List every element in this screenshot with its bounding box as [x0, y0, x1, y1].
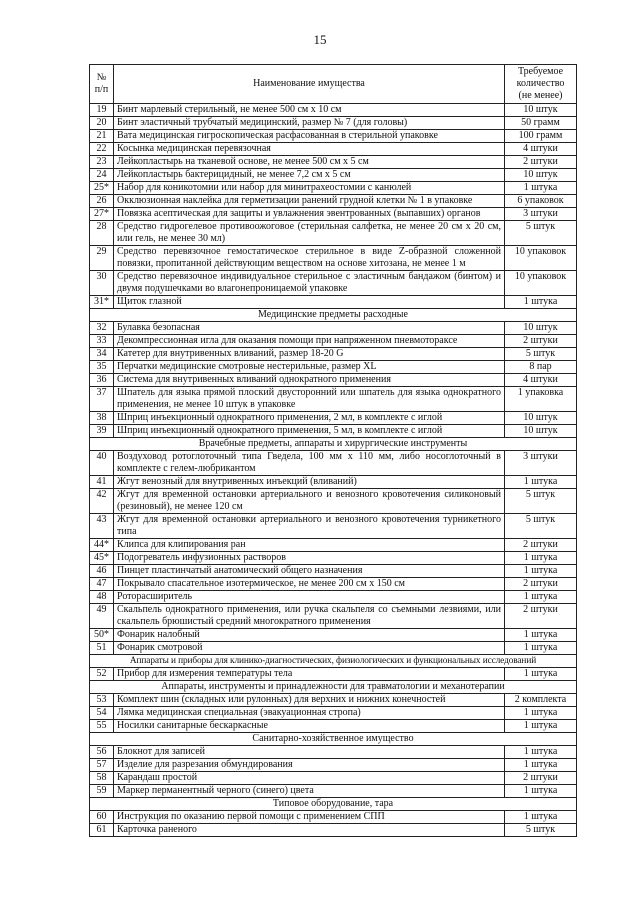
- item-quantity: 1 штука: [505, 759, 577, 772]
- item-number: 41: [90, 476, 114, 489]
- section-title: Аппараты, инструменты и принадлежности для травматологии и механотерапии: [90, 681, 577, 694]
- item-number: 33: [90, 335, 114, 348]
- table-row: [90, 552, 577, 565]
- item-name: Лейкопластырь бактерицидный, не менее 7,2 см х 5 см: [114, 169, 505, 182]
- item-name: Карточка раненого: [114, 824, 505, 837]
- item-name: Декомпрессионная игла для оказания помощи при напряженном пневмотораксе: [114, 335, 505, 348]
- item-number: 19: [90, 104, 114, 117]
- item-number: 58: [90, 772, 114, 785]
- header-name: Наименование имущества: [114, 65, 505, 104]
- table-row: [90, 811, 577, 824]
- item-number: 48: [90, 591, 114, 604]
- item-number: 45*: [90, 552, 114, 565]
- item-name: Шпатель для языка прямой плоский двусторонний или шпатель для языка однократного применения, не менее 10 штук в упаковке: [114, 387, 505, 412]
- section-row: [90, 798, 577, 811]
- table-row: [90, 169, 577, 182]
- table-row: [90, 335, 577, 348]
- item-quantity: 10 упаковок: [505, 246, 577, 271]
- section-row: [90, 681, 577, 694]
- item-number: 59: [90, 785, 114, 798]
- item-number: 57: [90, 759, 114, 772]
- section-title: Санитарно-хозяйственное имущество: [90, 733, 577, 746]
- table-row: [90, 156, 577, 169]
- item-name: Фонарик смотровой: [114, 642, 505, 655]
- item-name: Изделие для разрезания обмундирования: [114, 759, 505, 772]
- item-quantity: 4 штуки: [505, 143, 577, 156]
- item-name: Щиток глазной: [114, 296, 505, 309]
- item-name: Шприц инъекционный однократного применения, 5 мл, в комплекте с иглой: [114, 425, 505, 438]
- item-quantity: 1 штука: [505, 642, 577, 655]
- item-name: Булавка безопасная: [114, 322, 505, 335]
- item-number: 28: [90, 221, 114, 246]
- table-row: [90, 824, 577, 837]
- item-number: 27*: [90, 208, 114, 221]
- item-name: Вата медицинская гигроскопическая расфасованная в стерильной упаковке: [114, 130, 505, 143]
- item-quantity: 1 штука: [505, 591, 577, 604]
- item-number: 30: [90, 271, 114, 296]
- header-number: № п/п: [90, 65, 114, 104]
- item-quantity: 6 упаковок: [505, 195, 577, 208]
- item-number: 51: [90, 642, 114, 655]
- item-name: Жгут для временной остановки артериального и венозного кровотечения силиконовый (резиновый), не менее 120 см: [114, 489, 505, 514]
- item-name: Лямка медицинская специальная (эвакуационная стропа): [114, 707, 505, 720]
- section-row: [90, 733, 577, 746]
- item-number: 26: [90, 195, 114, 208]
- item-number: 61: [90, 824, 114, 837]
- item-quantity: 5 штук: [505, 221, 577, 246]
- item-quantity: 1 штука: [505, 707, 577, 720]
- item-name: Бинт эластичный трубчатый медицинский, размер № 7 (для головы): [114, 117, 505, 130]
- table-row: [90, 746, 577, 759]
- table-row: [90, 361, 577, 374]
- item-quantity: 10 штук: [505, 104, 577, 117]
- table-row: [90, 642, 577, 655]
- item-number: 39: [90, 425, 114, 438]
- table-row: [90, 668, 577, 681]
- table-row: [90, 246, 577, 271]
- table-row: [90, 772, 577, 785]
- item-quantity: 10 штук: [505, 169, 577, 182]
- item-quantity: 2 штуки: [505, 604, 577, 629]
- item-name: Лейкопластырь на тканевой основе, не менее 500 см х 5 см: [114, 156, 505, 169]
- table-row: [90, 565, 577, 578]
- item-quantity: 3 штуки: [505, 208, 577, 221]
- item-number: 47: [90, 578, 114, 591]
- item-number: 46: [90, 565, 114, 578]
- item-quantity: 1 штука: [505, 296, 577, 309]
- table-row: [90, 451, 577, 476]
- item-number: 53: [90, 694, 114, 707]
- item-number: 60: [90, 811, 114, 824]
- item-number: 42: [90, 489, 114, 514]
- item-name: Косынка медицинская перевязочная: [114, 143, 505, 156]
- item-quantity: 2 штуки: [505, 335, 577, 348]
- table-row: [90, 412, 577, 425]
- item-number: 43: [90, 514, 114, 539]
- item-quantity: 1 штука: [505, 629, 577, 642]
- item-name: Прибор для измерения температуры тела: [114, 668, 505, 681]
- item-quantity: 2 штуки: [505, 578, 577, 591]
- item-quantity: 3 штуки: [505, 451, 577, 476]
- table-row: [90, 785, 577, 798]
- item-quantity: 2 штуки: [505, 539, 577, 552]
- item-number: 40: [90, 451, 114, 476]
- table-row: [90, 208, 577, 221]
- item-quantity: 1 штука: [505, 668, 577, 681]
- item-number: 22: [90, 143, 114, 156]
- section-title: Врачебные предметы, аппараты и хирургические инструменты: [90, 438, 577, 451]
- item-number: 31*: [90, 296, 114, 309]
- table-row: [90, 476, 577, 489]
- section-title: Медицинские предметы расходные: [90, 309, 577, 322]
- item-name: Блокнот для записей: [114, 746, 505, 759]
- table-header-row: [90, 65, 577, 104]
- item-name: Катетер для внутривенных вливаний, размер 18-20 G: [114, 348, 505, 361]
- item-name: Инструкция по оказанию первой помощи с применением СПП: [114, 811, 505, 824]
- item-number: 49: [90, 604, 114, 629]
- item-quantity: 10 упаковок: [505, 271, 577, 296]
- item-name: Подогреватель инфузионных растворов: [114, 552, 505, 565]
- table-row: [90, 578, 577, 591]
- table-row: [90, 694, 577, 707]
- item-quantity: 10 штук: [505, 412, 577, 425]
- item-quantity: 1 штука: [505, 720, 577, 733]
- item-quantity: 1 штука: [505, 552, 577, 565]
- item-name: Окклюзионная наклейка для герметизации ранений грудной клетки № 1 в упаковке: [114, 195, 505, 208]
- item-number: 54: [90, 707, 114, 720]
- item-quantity: 2 штуки: [505, 772, 577, 785]
- item-name: Набор для коникотомии или набор для минитрахеостомии с канюлей: [114, 182, 505, 195]
- item-name: Бинт марлевый стерильный, не менее 500 см х 10 см: [114, 104, 505, 117]
- item-quantity: 5 штук: [505, 824, 577, 837]
- item-quantity: 1 штука: [505, 785, 577, 798]
- item-name: Карандаш простой: [114, 772, 505, 785]
- item-number: 55: [90, 720, 114, 733]
- table-row: [90, 759, 577, 772]
- item-quantity: 5 штук: [505, 489, 577, 514]
- table-row: [90, 271, 577, 296]
- item-name: Клипса для клипирования ран: [114, 539, 505, 552]
- item-quantity: 5 штук: [505, 348, 577, 361]
- item-quantity: 5 штук: [505, 514, 577, 539]
- item-name: Воздуховод ротоглоточный типа Гведела, 100 мм х 110 мм, либо носоглоточный в комплекте с гелем-любрикантом: [114, 451, 505, 476]
- item-name: Средство перевязочное гемостатическое стерильное в виде Z-образной сложенной повязки, пропитанной действующим веществом на основе хитозана, не менее 1 м: [114, 246, 505, 271]
- item-number: 44*: [90, 539, 114, 552]
- table-row: [90, 720, 577, 733]
- item-name: Носилки санитарные бескаркасные: [114, 720, 505, 733]
- table-row: [90, 514, 577, 539]
- inventory-table: [89, 64, 577, 837]
- item-quantity: 1 упаковка: [505, 387, 577, 412]
- item-name: Шприц инъекционный однократного применения, 2 мл, в комплекте с иглой: [114, 412, 505, 425]
- item-name: Комплект шин (складных или рулонных) для верхних и нижних конечностей: [114, 694, 505, 707]
- item-name: Перчатки медицинские смотровые нестерильные, размер XL: [114, 361, 505, 374]
- table-row: [90, 182, 577, 195]
- item-number: 29: [90, 246, 114, 271]
- section-title: Аппараты и приборы для клинико-диагностических, физиологических и функциональных исследований: [90, 655, 577, 668]
- table-row: [90, 489, 577, 514]
- table-row: [90, 707, 577, 720]
- table-row: [90, 143, 577, 156]
- item-number: 37: [90, 387, 114, 412]
- section-row: [90, 309, 577, 322]
- table-row: [90, 130, 577, 143]
- item-quantity: 8 пар: [505, 361, 577, 374]
- item-name: Средство гидрогелевое противоожоговое (стерильная салфетка, не менее 20 см х 20 см, или гель, не менее 30 мл): [114, 221, 505, 246]
- item-number: 20: [90, 117, 114, 130]
- table-row: [90, 629, 577, 642]
- table-body: [90, 104, 577, 837]
- item-number: 36: [90, 374, 114, 387]
- table-row: [90, 539, 577, 552]
- item-number: 24: [90, 169, 114, 182]
- item-quantity: 1 штука: [505, 182, 577, 195]
- table-row: [90, 387, 577, 412]
- section-row: [90, 438, 577, 451]
- item-quantity: 1 штука: [505, 811, 577, 824]
- table-row: [90, 117, 577, 130]
- table-row: [90, 221, 577, 246]
- item-quantity: 100 грамм: [505, 130, 577, 143]
- item-quantity: 10 штук: [505, 425, 577, 438]
- header-quantity: Требуемое количество (не менее): [505, 65, 577, 104]
- item-name: Система для внутривенных вливаний однократного применения: [114, 374, 505, 387]
- item-quantity: 50 грамм: [505, 117, 577, 130]
- item-number: 25*: [90, 182, 114, 195]
- item-name: Покрывало спасательное изотермическое, не менее 200 см х 150 см: [114, 578, 505, 591]
- table-row: [90, 604, 577, 629]
- item-name: Средство перевязочное индивидуальное стерильное с эластичным бандажом (бинтом) и двумя подушечками во влагонепроницаемой упаковке: [114, 271, 505, 296]
- item-number: 50*: [90, 629, 114, 642]
- item-number: 35: [90, 361, 114, 374]
- item-quantity: 1 штука: [505, 476, 577, 489]
- item-number: 56: [90, 746, 114, 759]
- table-row: [90, 296, 577, 309]
- item-name: Повязка асептическая для защиты и увлажнения эвентрованных (выпавших) органов: [114, 208, 505, 221]
- item-quantity: 2 штуки: [505, 156, 577, 169]
- item-number: 21: [90, 130, 114, 143]
- item-number: 23: [90, 156, 114, 169]
- table-row: [90, 195, 577, 208]
- table-row: [90, 322, 577, 335]
- table-row: [90, 374, 577, 387]
- table-row: [90, 104, 577, 117]
- item-quantity: 1 штука: [505, 565, 577, 578]
- item-quantity: 2 комплекта: [505, 694, 577, 707]
- item-quantity: 1 штука: [505, 746, 577, 759]
- item-name: Жгут для временной остановки артериального и венозного кровотечения турникетного типа: [114, 514, 505, 539]
- item-number: 34: [90, 348, 114, 361]
- item-number: 52: [90, 668, 114, 681]
- table-row: [90, 425, 577, 438]
- item-quantity: 4 штуки: [505, 374, 577, 387]
- section-row: [90, 655, 577, 668]
- item-number: 38: [90, 412, 114, 425]
- table-row: [90, 348, 577, 361]
- item-name: Фонарик налобный: [114, 629, 505, 642]
- item-name: Роторасширитель: [114, 591, 505, 604]
- section-title: Типовое оборудование, тара: [90, 798, 577, 811]
- page-number: 15: [313, 32, 327, 47]
- item-number: 32: [90, 322, 114, 335]
- item-quantity: 10 штук: [505, 322, 577, 335]
- item-name: Маркер перманентный черного (синего) цвета: [114, 785, 505, 798]
- item-name: Жгут венозный для внутривенных инъекций (вливаний): [114, 476, 505, 489]
- table-row: [90, 591, 577, 604]
- item-name: Скальпель однократного применения, или ручка скальпеля со съемными лезвиями, или скальпель брюшистый средний многократного применения: [114, 604, 505, 629]
- item-name: Пинцет пластинчатый анатомический общего назначения: [114, 565, 505, 578]
